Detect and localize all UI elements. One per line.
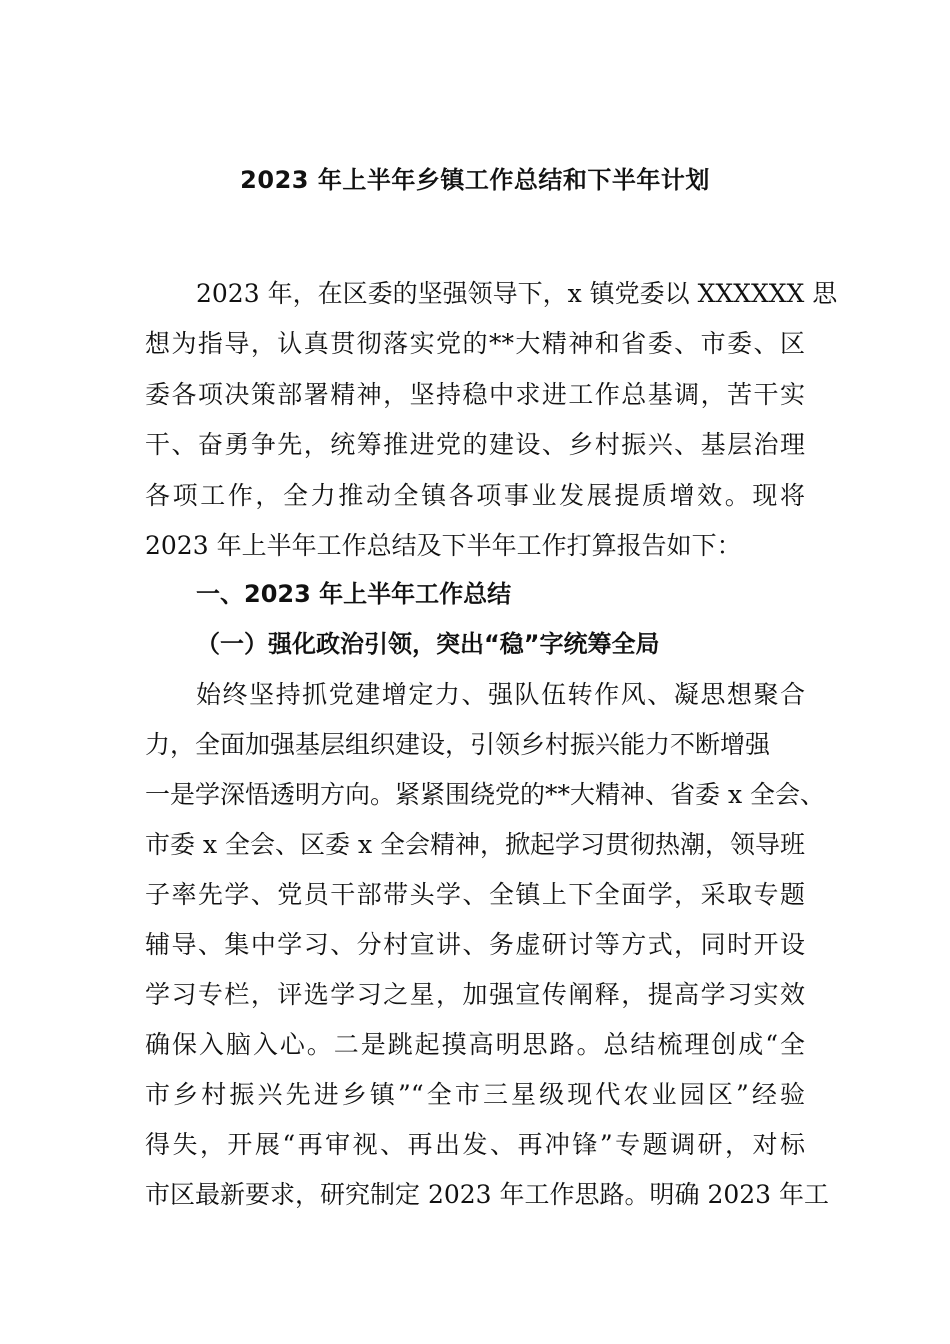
paragraph-line: 市区最新要求，研究制定 2023 年工作思路。明确 2023 年工 [145,1180,830,1209]
paragraph-line: 市委 x 全会、区委 x 全会精神，掀起学习贯彻热潮，领导班 [145,830,805,859]
section-heading: 一、2023 年上半年工作总结 [196,580,512,608]
paragraph-line: 辅导、集中学习、分村宣讲、务虚研讨等方式，同时开设 [145,930,805,959]
paragraph-line: 力，全面加强基层组织建设，引领乡村振兴能力不断增强 [145,730,771,759]
paragraph-line: 始终坚持抓党建增定力、强队伍转作风、凝思想聚合 [196,680,805,709]
paragraph-line: 确保入脑入心。二是跳起摸高明思路。总结梳理创成“全 [145,1030,805,1059]
paragraph-line: 一是学深悟透明方向。紧紧围绕党的**大精神、省委 x 全会、 [145,780,825,809]
paragraph-line: 2023 年，在区委的坚强领导下，x 镇党委以 XXXXXX 思 [196,279,838,308]
paragraph-line: 委各项决策部署精神，坚持稳中求进工作总基调，苦干实 [145,380,805,409]
document-title: 2023 年上半年乡镇工作总结和下半年计划 [240,166,710,194]
subsection-heading: （一）强化政治引领，突出“稳”字统筹全局 [196,630,660,658]
paragraph-line: 学习专栏，评选学习之星，加强宣传阐释，提高学习实效 [145,980,805,1009]
paragraph-line: 各项工作，全力推动全镇各项事业发展提质增效。现将 [145,481,805,510]
paragraph-line: 干、奋勇争先，统筹推进党的建设、乡村振兴、基层治理 [145,430,805,459]
paragraph-line: 想为指导，认真贯彻落实党的**大精神和省委、市委、区 [145,329,805,358]
paragraph-line: 得失，开展“再审视、再出发、再冲锋”专题调研，对标 [145,1130,805,1159]
paragraph-line: 子率先学、党员干部带头学、全镇上下全面学，采取专题 [145,880,805,909]
paragraph-line: 2023 年上半年工作总结及下半年工作打算报告如下： [145,531,742,560]
paragraph-line: 市乡村振兴先进乡镇”“全市三星级现代农业园区”经验 [145,1080,805,1109]
